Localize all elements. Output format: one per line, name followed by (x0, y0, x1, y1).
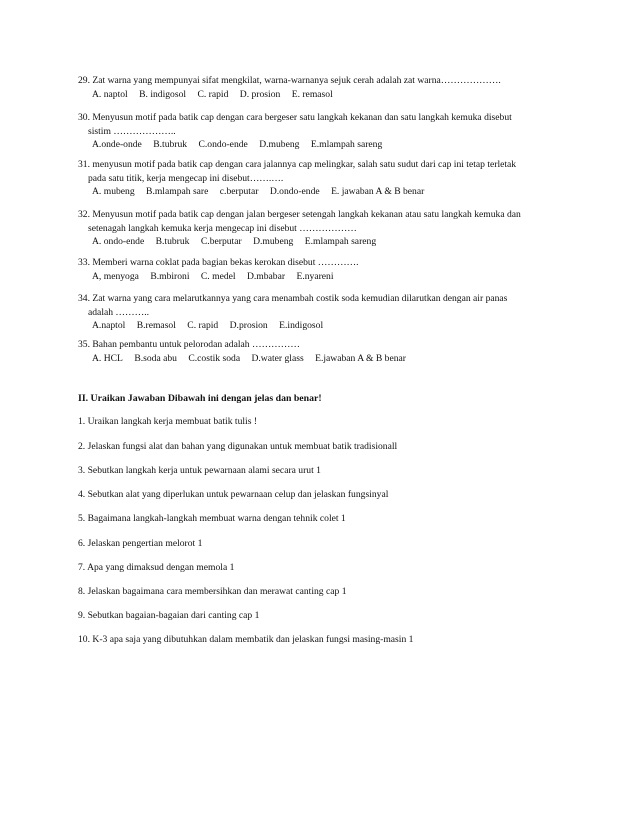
option-c: C.costik soda (188, 352, 241, 364)
question-29 (78, 74, 568, 101)
option-a: A. mubeng (92, 186, 135, 197)
question-32 (78, 208, 568, 249)
question-text-continued: sistim ……………….. (88, 125, 176, 137)
option-b: B.mbironi (150, 270, 190, 282)
essay-question-1: 1. Uraikan langkah kerja membuat batik tulis ! (78, 416, 258, 427)
answer-options (78, 319, 568, 333)
option-c: C. rapid (197, 88, 229, 100)
option-e: E.jawaban A & B benar (315, 352, 406, 364)
question-31 (78, 158, 568, 199)
option-e: E.mlampah sareng (304, 236, 377, 247)
option-b: B. indigosol (139, 88, 187, 100)
option-a: A.naptol (92, 320, 126, 331)
essay-question-4: 4. Sebutkan alat yang diperlukan untuk pewarnaan celup dan jelaskan fungsinyal (78, 489, 389, 500)
option-e: E. remasol (291, 88, 333, 100)
question-text-continued: adalah ……….. (88, 306, 150, 318)
question-text: 33. Memberi warna coklat pada bagian bekas kerokan disebut …………. (78, 257, 359, 268)
option-a: A.onde-onde (92, 139, 142, 150)
option-b: B.tubruk (155, 236, 190, 247)
section-title: II. Uraikan Jawaban Dibawah ini dengan jelas dan benar! (78, 393, 322, 404)
option-d: D.mubeng (253, 236, 294, 247)
question-text: 35. Bahan pembantu untuk pelorodan adalah …………… (78, 339, 300, 350)
answer-options (78, 235, 568, 249)
question-text: 34. Zat warna yang cara melarutkannya yang cara menambah costik soda kemudian dilarutkan dengan air panas (78, 293, 508, 304)
question-33 (78, 256, 568, 283)
essay-question-2: 2. Jelaskan fungsi alat dan bahan yang digunakan untuk membuat batik tradisionall (78, 441, 398, 452)
option-b: B.remasol (136, 320, 176, 331)
option-a: A, menyoga (92, 270, 139, 282)
question-text-continued: setenagah langkah kemuka kerja mengecap ini disebut ……………… (88, 222, 357, 234)
option-c: C.berputar (200, 236, 242, 247)
option-b: B.mlampah sare (146, 186, 209, 197)
question-text: 29. Zat warna yang mempunyai sifat mengkilat, warna-warnanya sejuk cerah adalah zat warna………………. (78, 75, 501, 86)
answer-options (78, 138, 568, 152)
option-b: B.soda abu (134, 352, 177, 364)
option-a: A. naptol (92, 88, 128, 100)
essay-question-8: 8. Jelaskan bagaimana cara membersihkan dan merawat canting cap 1 (78, 586, 347, 597)
essay-question-7: 7. Apa yang dimaksud dengan memola 1 (78, 562, 235, 573)
answer-options (78, 185, 568, 199)
essay-question-6: 6. Jelaskan pengertian melorot 1 (78, 538, 203, 549)
option-d: D.mbabar (246, 270, 286, 282)
option-e: E.mlampah sareng (310, 139, 383, 150)
option-c: C. rapid (187, 320, 219, 331)
option-d: D.mubeng (259, 139, 300, 150)
option-d: D.ondo-ende (269, 186, 320, 197)
option-a: A. ondo-ende (92, 236, 145, 247)
question-text: 32. Menyusun motif pada batik cap dengan jalan bergeser setengah langkah kekanan atau satu langkah kemuka dan (78, 209, 521, 220)
option-c: C. medel (200, 270, 236, 282)
question-text: 30. Menyusun motif pada batik cap dengan cara bergeser satu langkah kekanan dan satu langkah kemuka disebut (78, 112, 512, 123)
option-e: E. jawaban A & B benar (331, 186, 425, 197)
option-c: C.ondo-ende (198, 139, 248, 150)
answer-options (78, 270, 568, 284)
essay-question-3: 3. Sebutkan langkah kerja untuk pewarnaan alami secara urut 1 (78, 465, 321, 476)
essay-question-10: 10. K-3 apa saja yang dibutuhkan dalam membatik dan jelaskan fungsi masing-masin 1 (78, 634, 414, 645)
question-text-continued: pada satu titik, kerja mengecap ini disebut…….…. (88, 172, 284, 184)
option-e: E.indigosol (279, 320, 324, 331)
essay-question-9: 9. Sebutkan bagaian-bagaian dari canting cap 1 (78, 610, 260, 621)
question-34 (78, 292, 568, 333)
option-d: D. prosion (239, 88, 281, 100)
option-b: B.tubruk (153, 139, 188, 150)
question-35 (78, 338, 568, 365)
question-30 (78, 111, 568, 152)
answer-options (78, 352, 568, 366)
question-text: 31. menyusun motif pada batik cap dengan cara jalannya cap melingkar, salah satu sudut dari cap ini tetap terletak (78, 159, 517, 170)
option-d: D.water glass (251, 352, 304, 364)
option-e: E.nyareni (296, 270, 334, 282)
option-d: D.prosion (229, 320, 268, 331)
option-a: A. HCL (92, 352, 123, 364)
essay-question-5: 5. Bagaimana langkah-langkah membuat warna dengan tehnik colet 1 (78, 513, 346, 524)
answer-options (78, 88, 568, 102)
option-c: c.berputar (219, 186, 259, 197)
